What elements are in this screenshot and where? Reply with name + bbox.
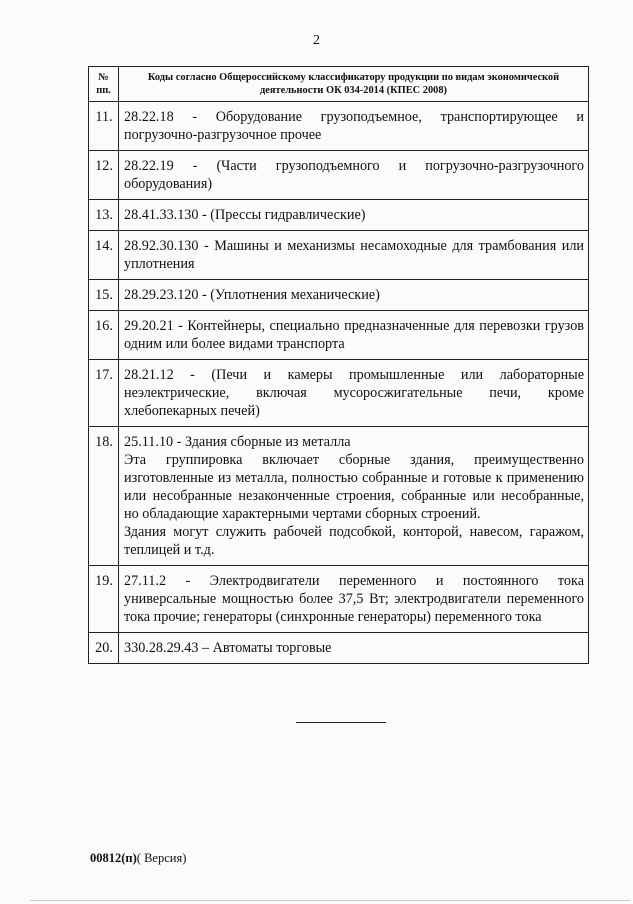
- table-row: [89, 360, 589, 427]
- row-text-line: 28.22.18 - Оборудование грузоподъемное, транспортирующее и погрузочно-разгрузочное прочее: [124, 109, 584, 143]
- table-header-row: [89, 67, 589, 102]
- row-text: [119, 151, 589, 200]
- row-text: [119, 311, 589, 360]
- row-number: 14.: [89, 231, 119, 280]
- header-codes: Коды согласно Общероссийскому классификатору продукции по видам экономической деятельности ОК 034-2014 (КПЕС 2008): [119, 67, 589, 102]
- table-row: [89, 633, 589, 664]
- row-text: [119, 231, 589, 280]
- table-row: [89, 566, 589, 633]
- table-body: [89, 102, 589, 664]
- table-row: [89, 200, 589, 231]
- row-number: 18.: [89, 427, 119, 566]
- table-row: [89, 151, 589, 200]
- row-number: 12.: [89, 151, 119, 200]
- row-text-line: 28.92.30.130 - Машины и механизмы несамоходные для трамбования или уплотнения: [124, 238, 584, 272]
- row-text: [119, 633, 589, 664]
- document-code: 00812(п): [90, 851, 137, 865]
- row-text-line: 29.20.21 - Контейнеры, специально предназначенные для перевозки грузов одним или более видами транспорта: [124, 318, 584, 352]
- row-number: 17.: [89, 360, 119, 427]
- row-text-line: 25.11.10 - Здания сборные из металла: [124, 434, 351, 450]
- row-number: 19.: [89, 566, 119, 633]
- table-row: [89, 427, 589, 566]
- row-text-line: 28.22.19 - (Части грузоподъемного и погрузочно-разгрузочного оборудования): [124, 158, 584, 192]
- row-text: [119, 566, 589, 633]
- row-text-line: 28.21.12 - (Печи и камеры промышленные или лабораторные неэлектрические, включая мусоросжигательные печи, кроме хлебопекарных печей): [124, 367, 584, 419]
- row-text: [119, 427, 589, 566]
- row-text: [119, 360, 589, 427]
- row-number: 15.: [89, 280, 119, 311]
- row-text-line: Эта группировка включает сборные здания, преимущественно изготовленные из металла, полностью собранные и готовые к применению или несобранные незаконченные строения, собранные или несобранные, но обладающие характерными чертами сборных строений.: [124, 452, 584, 522]
- row-text: [119, 200, 589, 231]
- row-number: 11.: [89, 102, 119, 151]
- row-text-line: 28.29.23.120 - (Уплотнения механические): [124, 287, 380, 303]
- codes-table: [88, 66, 589, 664]
- page-number: 2: [313, 33, 320, 48]
- row-text-line: Здания могут служить рабочей подсобкой, конторой, навесом, гаражом, теплицей и т.д.: [124, 524, 584, 558]
- row-number: 16.: [89, 311, 119, 360]
- document-version: ( Версия): [136, 851, 187, 865]
- row-text: [119, 280, 589, 311]
- footer: [90, 851, 186, 866]
- row-text-line: 330.28.29.43 – Автоматы торговые: [124, 640, 332, 656]
- row-number: 20.: [89, 633, 119, 664]
- header-number: № пп.: [89, 67, 119, 102]
- table-row: [89, 311, 589, 360]
- row-text: [119, 102, 589, 151]
- separator-line: [296, 722, 386, 723]
- table-row: [89, 280, 589, 311]
- row-text-line: 27.11.2 - Электродвигатели переменного и постоянного тока универсальные мощностью более 37,5 Вт; электродвигатели переменного тока прочие; генераторы (синхронные генераторы) переменного тока: [124, 573, 584, 625]
- row-number: 13.: [89, 200, 119, 231]
- scan-edge: [30, 900, 630, 901]
- table-row: [89, 231, 589, 280]
- table-row: [89, 102, 589, 151]
- row-text-line: 28.41.33.130 - (Прессы гидравлические): [124, 207, 366, 223]
